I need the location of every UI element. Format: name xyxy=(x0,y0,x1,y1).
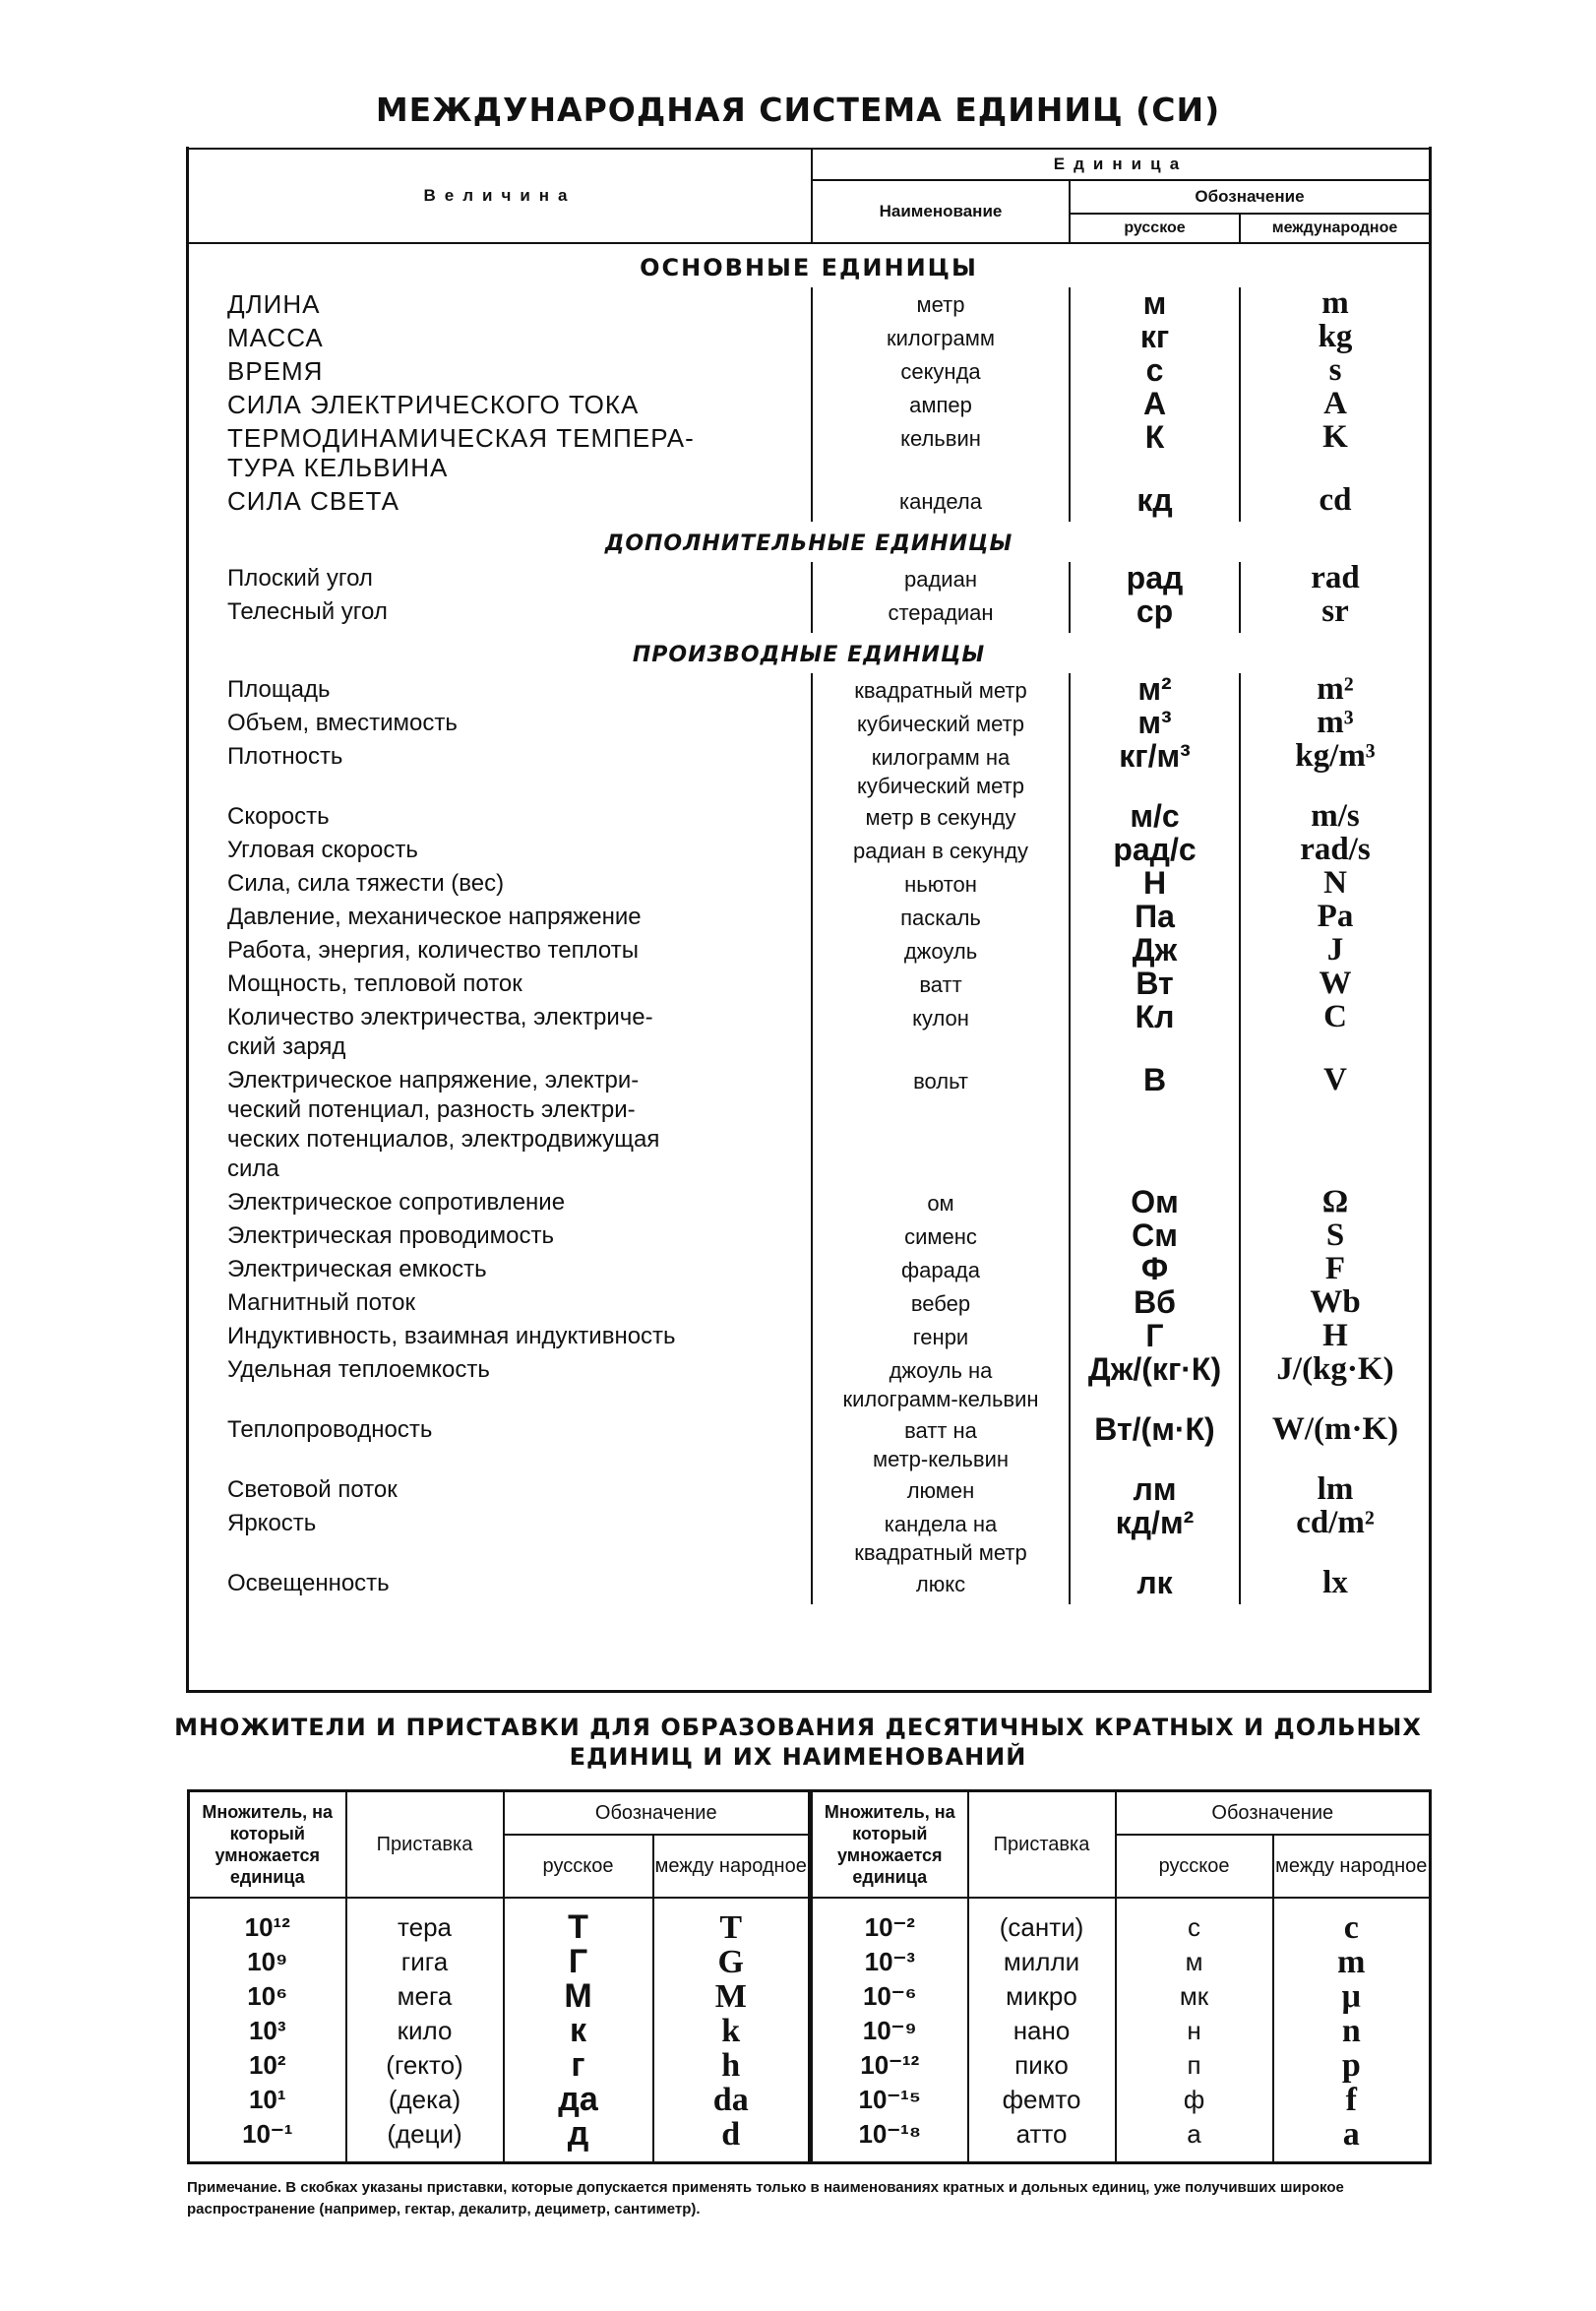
unit-name-cell: сименс xyxy=(812,1219,1070,1253)
russian-symbol-cell: Н xyxy=(1070,867,1240,901)
international-symbol-cell: A xyxy=(1240,388,1430,421)
unit-name-cell: ом xyxy=(812,1186,1070,1219)
international-symbol-cell: h xyxy=(653,2048,811,2083)
international-symbol-cell: m³ xyxy=(1240,707,1430,740)
unit-name-cell: килограмм xyxy=(812,321,1070,354)
russian-header: русское xyxy=(1070,214,1240,243)
unit-name-cell: кандела xyxy=(812,484,1070,522)
unit-name-cell: ватт на метр-кельвин xyxy=(812,1413,1070,1473)
multiplier-header-right: Множитель, на который умножается единица xyxy=(811,1791,968,1899)
designation-header-right: Обозначение xyxy=(1116,1791,1431,1836)
russian-symbol-cell: См xyxy=(1070,1219,1240,1253)
quantity-cell: Давление, механическое напряжение xyxy=(227,904,642,930)
russian-symbol-cell: м³ xyxy=(1070,707,1240,740)
russian-symbol-cell: г xyxy=(504,2048,653,2083)
russian-symbol-cell: кд/м² xyxy=(1070,1507,1240,1567)
quantity-cell: Скорость xyxy=(227,803,330,830)
international-symbol-cell: W/(m·K) xyxy=(1240,1413,1430,1473)
russian-symbol-cell: кд xyxy=(1070,484,1240,522)
international-symbol-cell: cd xyxy=(1240,484,1430,522)
unit-name-cell: люмен xyxy=(812,1473,1070,1507)
international-symbol-cell: m² xyxy=(1240,673,1430,707)
international-symbol-cell: J/(kg·K) xyxy=(1240,1353,1430,1413)
russian-symbol-cell: с xyxy=(1116,1898,1273,1945)
multiplier-cell: 10⁻³ xyxy=(811,1945,968,1979)
russian-symbol-cell: п xyxy=(1116,2048,1273,2083)
unit-name-cell: квадратный метр xyxy=(812,673,1070,707)
prefix-cell: (деци) xyxy=(346,2117,504,2163)
unit-name-cell: секунда xyxy=(812,354,1070,388)
russian-symbol-cell: ф xyxy=(1116,2083,1273,2117)
international-symbol-cell: m/s xyxy=(1240,800,1430,834)
quantity-cell: МАССА xyxy=(227,323,324,352)
international-symbol-cell: d xyxy=(653,2117,811,2163)
russian-symbol-cell: рад/с xyxy=(1070,834,1240,867)
quantity-cell: Количество электричества, электриче- ский заряд xyxy=(227,1004,653,1060)
unit-name-cell: радиан xyxy=(812,562,1070,595)
russian-symbol-cell: Кл xyxy=(1070,1001,1240,1064)
unit-name-cell: метр в секунду xyxy=(812,800,1070,834)
unit-name-cell: килограмм на кубический метр xyxy=(812,740,1070,800)
russian-symbol-cell: рад xyxy=(1070,562,1240,595)
russian-symbol-cell: к xyxy=(504,2014,653,2048)
russian-symbol-cell: а xyxy=(1116,2117,1273,2163)
prefix-row xyxy=(189,1898,1431,1945)
multiplier-cell: 10⁻¹ xyxy=(189,2117,346,2163)
russian-symbol-cell: мк xyxy=(1116,1979,1273,2014)
quantity-cell: Теплопроводность xyxy=(227,1416,433,1443)
prefixes-title: МНОЖИТЕЛИ И ПРИСТАВКИ ДЛЯ ОБРАЗОВАНИЯ ДЕСЯТИЧНЫХ КРАТНЫХ И ДОЛЬНЫХ ЕДИНИЦ И ИХ НАИМЕНОВАНИЙ xyxy=(174,1714,1422,1771)
multiplier-cell: 10⁻⁶ xyxy=(811,1979,968,2014)
international-header-left: между народное xyxy=(653,1835,811,1898)
si-table-border xyxy=(186,147,1432,1693)
designation-header: Обозначение xyxy=(1070,180,1430,214)
prefix-header-left: Приставка xyxy=(346,1791,504,1899)
quantity-cell: Угловая скорость xyxy=(227,837,418,863)
international-symbol-cell: n xyxy=(1273,2014,1431,2048)
multiplier-cell: 10³ xyxy=(189,2014,346,2048)
international-symbol-cell: T xyxy=(653,1898,811,1945)
quantity-cell: СИЛА ЭЛЕКТРИЧЕСКОГО ТОКА xyxy=(227,390,640,419)
international-symbol-cell: K xyxy=(1240,421,1430,484)
international-symbol-cell: cd/m² xyxy=(1240,1507,1430,1567)
section-heading: ПРОИЗВОДНЫЕ ЕДИНИЦЫ xyxy=(632,643,986,667)
russian-symbol-cell: да xyxy=(504,2083,653,2117)
quantity-cell: Магнитный поток xyxy=(227,1289,415,1316)
international-symbol-cell: kg/m³ xyxy=(1240,740,1430,800)
multiplier-cell: 10⁻¹⁵ xyxy=(811,2083,968,2117)
prefix-cell: (санти) xyxy=(968,1898,1116,1945)
multiplier-cell: 10¹ xyxy=(189,2083,346,2117)
russian-symbol-cell: Г xyxy=(1070,1320,1240,1353)
footnote: Примечание. В скобках указаны приставки, которые допускается применять только в наименованиях кратных и дольных единиц, уже получивших широкое распространение (например, гектар, декалитр, дециметр, сантиметр). xyxy=(187,2179,1344,2217)
unit-name-cell: вольт xyxy=(812,1064,1070,1186)
quantity-cell: Освещенность xyxy=(227,1570,390,1596)
international-symbol-cell: k xyxy=(653,2014,811,2048)
prefix-row xyxy=(189,2083,1431,2117)
international-header: международное xyxy=(1240,214,1430,243)
international-symbol-cell: rad xyxy=(1240,562,1430,595)
international-symbol-cell: Ω xyxy=(1240,1186,1430,1219)
quantity-cell: ТЕРМОДИНАМИЧЕСКАЯ ТЕМПЕРА- ТУРА КЕЛЬВИНА xyxy=(227,423,695,482)
russian-symbol-cell: Вт xyxy=(1070,968,1240,1001)
international-symbol-cell: H xyxy=(1240,1320,1430,1353)
russian-symbol-cell: кг/м³ xyxy=(1070,740,1240,800)
international-symbol-cell: p xyxy=(1273,2048,1431,2083)
designation-header-left: Обозначение xyxy=(504,1791,811,1836)
prefixes-table xyxy=(187,1789,1432,2164)
quantity-cell: Плоский угол xyxy=(227,565,373,592)
unit-header: Единица xyxy=(812,149,1430,180)
russian-symbol-cell: кг xyxy=(1070,321,1240,354)
international-symbol-cell: kg xyxy=(1240,321,1430,354)
prefix-cell: нано xyxy=(968,2014,1116,2048)
russian-symbol-cell: н xyxy=(1116,2014,1273,2048)
prefix-cell: фемто xyxy=(968,2083,1116,2117)
section-heading: ОСНОВНЫЕ ЕДИНИЦЫ xyxy=(640,254,978,281)
quantity-cell: Электрическое напряжение, электри- ческий потенциал, разность электри- ческих потенциалов, электродвижущая сила xyxy=(227,1067,660,1182)
quantity-cell: Телесный угол xyxy=(227,598,388,625)
unit-name-cell: метр xyxy=(812,287,1070,321)
international-symbol-cell: c xyxy=(1273,1898,1431,1945)
russian-symbol-cell: Ом xyxy=(1070,1186,1240,1219)
multiplier-cell: 10⁻² xyxy=(811,1898,968,1945)
multiplier-cell: 10² xyxy=(189,2048,346,2083)
quantity-cell: Плотность xyxy=(227,743,343,770)
prefix-cell: атто xyxy=(968,2117,1116,2163)
international-symbol-cell: lx xyxy=(1240,1567,1430,1604)
russian-symbol-cell: д xyxy=(504,2117,653,2163)
russian-symbol-cell: Вб xyxy=(1070,1286,1240,1320)
russian-symbol-cell: Дж xyxy=(1070,934,1240,968)
quantity-cell: Сила, сила тяжести (вес) xyxy=(227,870,505,897)
quantity-cell: Объем, вместимость xyxy=(227,710,458,736)
unit-name-cell: кулон xyxy=(812,1001,1070,1064)
multiplier-cell: 10⁻¹⁸ xyxy=(811,2117,968,2163)
russian-symbol-cell: М xyxy=(504,1979,653,2014)
quantity-cell: Индуктивность, взаимная индуктивность xyxy=(227,1323,676,1349)
quantity-cell: Электрическая проводимость xyxy=(227,1222,554,1249)
international-symbol-cell: V xyxy=(1240,1064,1430,1186)
quantity-cell: СИЛА СВЕТА xyxy=(227,486,399,516)
quantity-cell: Яркость xyxy=(227,1510,317,1536)
international-symbol-cell: W xyxy=(1240,968,1430,1001)
unit-name-cell: радиан в секунду xyxy=(812,834,1070,867)
russian-symbol-cell: В xyxy=(1070,1064,1240,1186)
unit-name-cell: стерадиан xyxy=(812,595,1070,633)
russian-symbol-cell: м/с xyxy=(1070,800,1240,834)
russian-symbol-cell: Па xyxy=(1070,901,1240,934)
section-heading: ДОПОЛНИТЕЛЬНЫЕ ЕДИНИЦЫ xyxy=(604,531,1013,556)
prefix-cell: гига xyxy=(346,1945,504,1979)
multiplier-cell: 10¹² xyxy=(189,1898,346,1945)
multiplier-cell: 10⁹ xyxy=(189,1945,346,1979)
russian-symbol-cell: м² xyxy=(1070,673,1240,707)
quantity-cell: Электрическая емкость xyxy=(227,1256,487,1282)
prefix-header-right: Приставка xyxy=(968,1791,1116,1899)
russian-symbol-cell: лк xyxy=(1070,1567,1240,1604)
multiplier-cell: 10⁻⁹ xyxy=(811,2014,968,2048)
international-symbol-cell: F xyxy=(1240,1253,1430,1286)
international-symbol-cell: lm xyxy=(1240,1473,1430,1507)
quantity-header: Величина xyxy=(188,149,812,243)
unit-name-cell: ампер xyxy=(812,388,1070,421)
unit-name-cell: ньютон xyxy=(812,867,1070,901)
international-symbol-cell: m xyxy=(1273,1945,1431,1979)
russian-symbol-cell: с xyxy=(1070,354,1240,388)
russian-header-left: русское xyxy=(504,1835,653,1898)
quantity-cell: ВРЕМЯ xyxy=(227,356,324,386)
russian-symbol-cell: Г xyxy=(504,1945,653,1979)
international-symbol-cell: G xyxy=(653,1945,811,1979)
international-symbol-cell: Pa xyxy=(1240,901,1430,934)
name-header: Наименование xyxy=(812,180,1070,243)
russian-symbol-cell: м xyxy=(1070,287,1240,321)
international-symbol-cell: M xyxy=(653,1979,811,2014)
unit-name-cell: люкс xyxy=(812,1567,1070,1604)
unit-name-cell: джоуль на килограмм-кельвин xyxy=(812,1353,1070,1413)
prefix-row xyxy=(189,2048,1431,2083)
prefix-cell: тера xyxy=(346,1898,504,1945)
international-symbol-cell: sr xyxy=(1240,595,1430,633)
international-symbol-cell: rad/s xyxy=(1240,834,1430,867)
international-symbol-cell: S xyxy=(1240,1219,1430,1253)
prefix-cell: (дека) xyxy=(346,2083,504,2117)
russian-symbol-cell: Т xyxy=(504,1898,653,1945)
russian-symbol-cell: Ф xyxy=(1070,1253,1240,1286)
international-symbol-cell: da xyxy=(653,2083,811,2117)
international-symbol-cell: s xyxy=(1240,354,1430,388)
russian-header-right: русское xyxy=(1116,1835,1273,1898)
international-symbol-cell: J xyxy=(1240,934,1430,968)
multiplier-cell: 10⁻¹² xyxy=(811,2048,968,2083)
multiplier-cell: 10⁶ xyxy=(189,1979,346,2014)
quantity-cell: Мощность, тепловой поток xyxy=(227,970,522,997)
international-symbol-cell: N xyxy=(1240,867,1430,901)
prefix-row xyxy=(189,2117,1431,2163)
international-symbol-cell: C xyxy=(1240,1001,1430,1064)
russian-symbol-cell: К xyxy=(1070,421,1240,484)
prefix-cell: мега xyxy=(346,1979,504,2014)
russian-symbol-cell: Дж/(кг·К) xyxy=(1070,1353,1240,1413)
russian-symbol-cell: лм xyxy=(1070,1473,1240,1507)
russian-symbol-cell: м xyxy=(1116,1945,1273,1979)
international-symbol-cell: a xyxy=(1273,2117,1431,2163)
prefix-cell: милли xyxy=(968,1945,1116,1979)
prefix-row xyxy=(189,1979,1431,2014)
international-symbol-cell: f xyxy=(1273,2083,1431,2117)
prefix-cell: пико xyxy=(968,2048,1116,2083)
international-header-right: между народное xyxy=(1273,1835,1431,1898)
unit-name-cell: кандела на квадратный метр xyxy=(812,1507,1070,1567)
unit-name-cell: ватт xyxy=(812,968,1070,1001)
quantity-cell: ДЛИНА xyxy=(227,289,321,319)
prefix-row xyxy=(189,2014,1431,2048)
unit-name-cell: джоуль xyxy=(812,934,1070,968)
unit-name-cell: паскаль xyxy=(812,901,1070,934)
quantity-cell: Работа, энергия, количество теплоты xyxy=(227,937,639,964)
prefix-cell: (гекто) xyxy=(346,2048,504,2083)
multiplier-header-left: Множитель, на который умножается единица xyxy=(189,1791,346,1899)
quantity-cell: Электрическое сопротивление xyxy=(227,1189,566,1216)
unit-name-cell: кубический метр xyxy=(812,707,1070,740)
quantity-cell: Площадь xyxy=(227,676,331,703)
prefix-cell: микро xyxy=(968,1979,1116,2014)
prefix-row xyxy=(189,1945,1431,1979)
page-title: МЕЖДУНАРОДНАЯ СИСТЕМА ЕДИНИЦ (СИ) xyxy=(375,91,1221,129)
unit-name-cell: кельвин xyxy=(812,421,1070,484)
prefix-cell: кило xyxy=(346,2014,504,2048)
international-symbol-cell: Wb xyxy=(1240,1286,1430,1320)
unit-name-cell: фарада xyxy=(812,1253,1070,1286)
quantity-cell: Удельная теплоемкость xyxy=(227,1356,490,1383)
russian-symbol-cell: Вт/(м·К) xyxy=(1070,1413,1240,1473)
quantity-cell: Световой поток xyxy=(227,1476,398,1503)
international-symbol-cell: m xyxy=(1240,287,1430,321)
international-symbol-cell: μ xyxy=(1273,1979,1431,2014)
russian-symbol-cell: А xyxy=(1070,388,1240,421)
russian-symbol-cell: ср xyxy=(1070,595,1240,633)
unit-name-cell: вебер xyxy=(812,1286,1070,1320)
unit-name-cell: генри xyxy=(812,1320,1070,1353)
